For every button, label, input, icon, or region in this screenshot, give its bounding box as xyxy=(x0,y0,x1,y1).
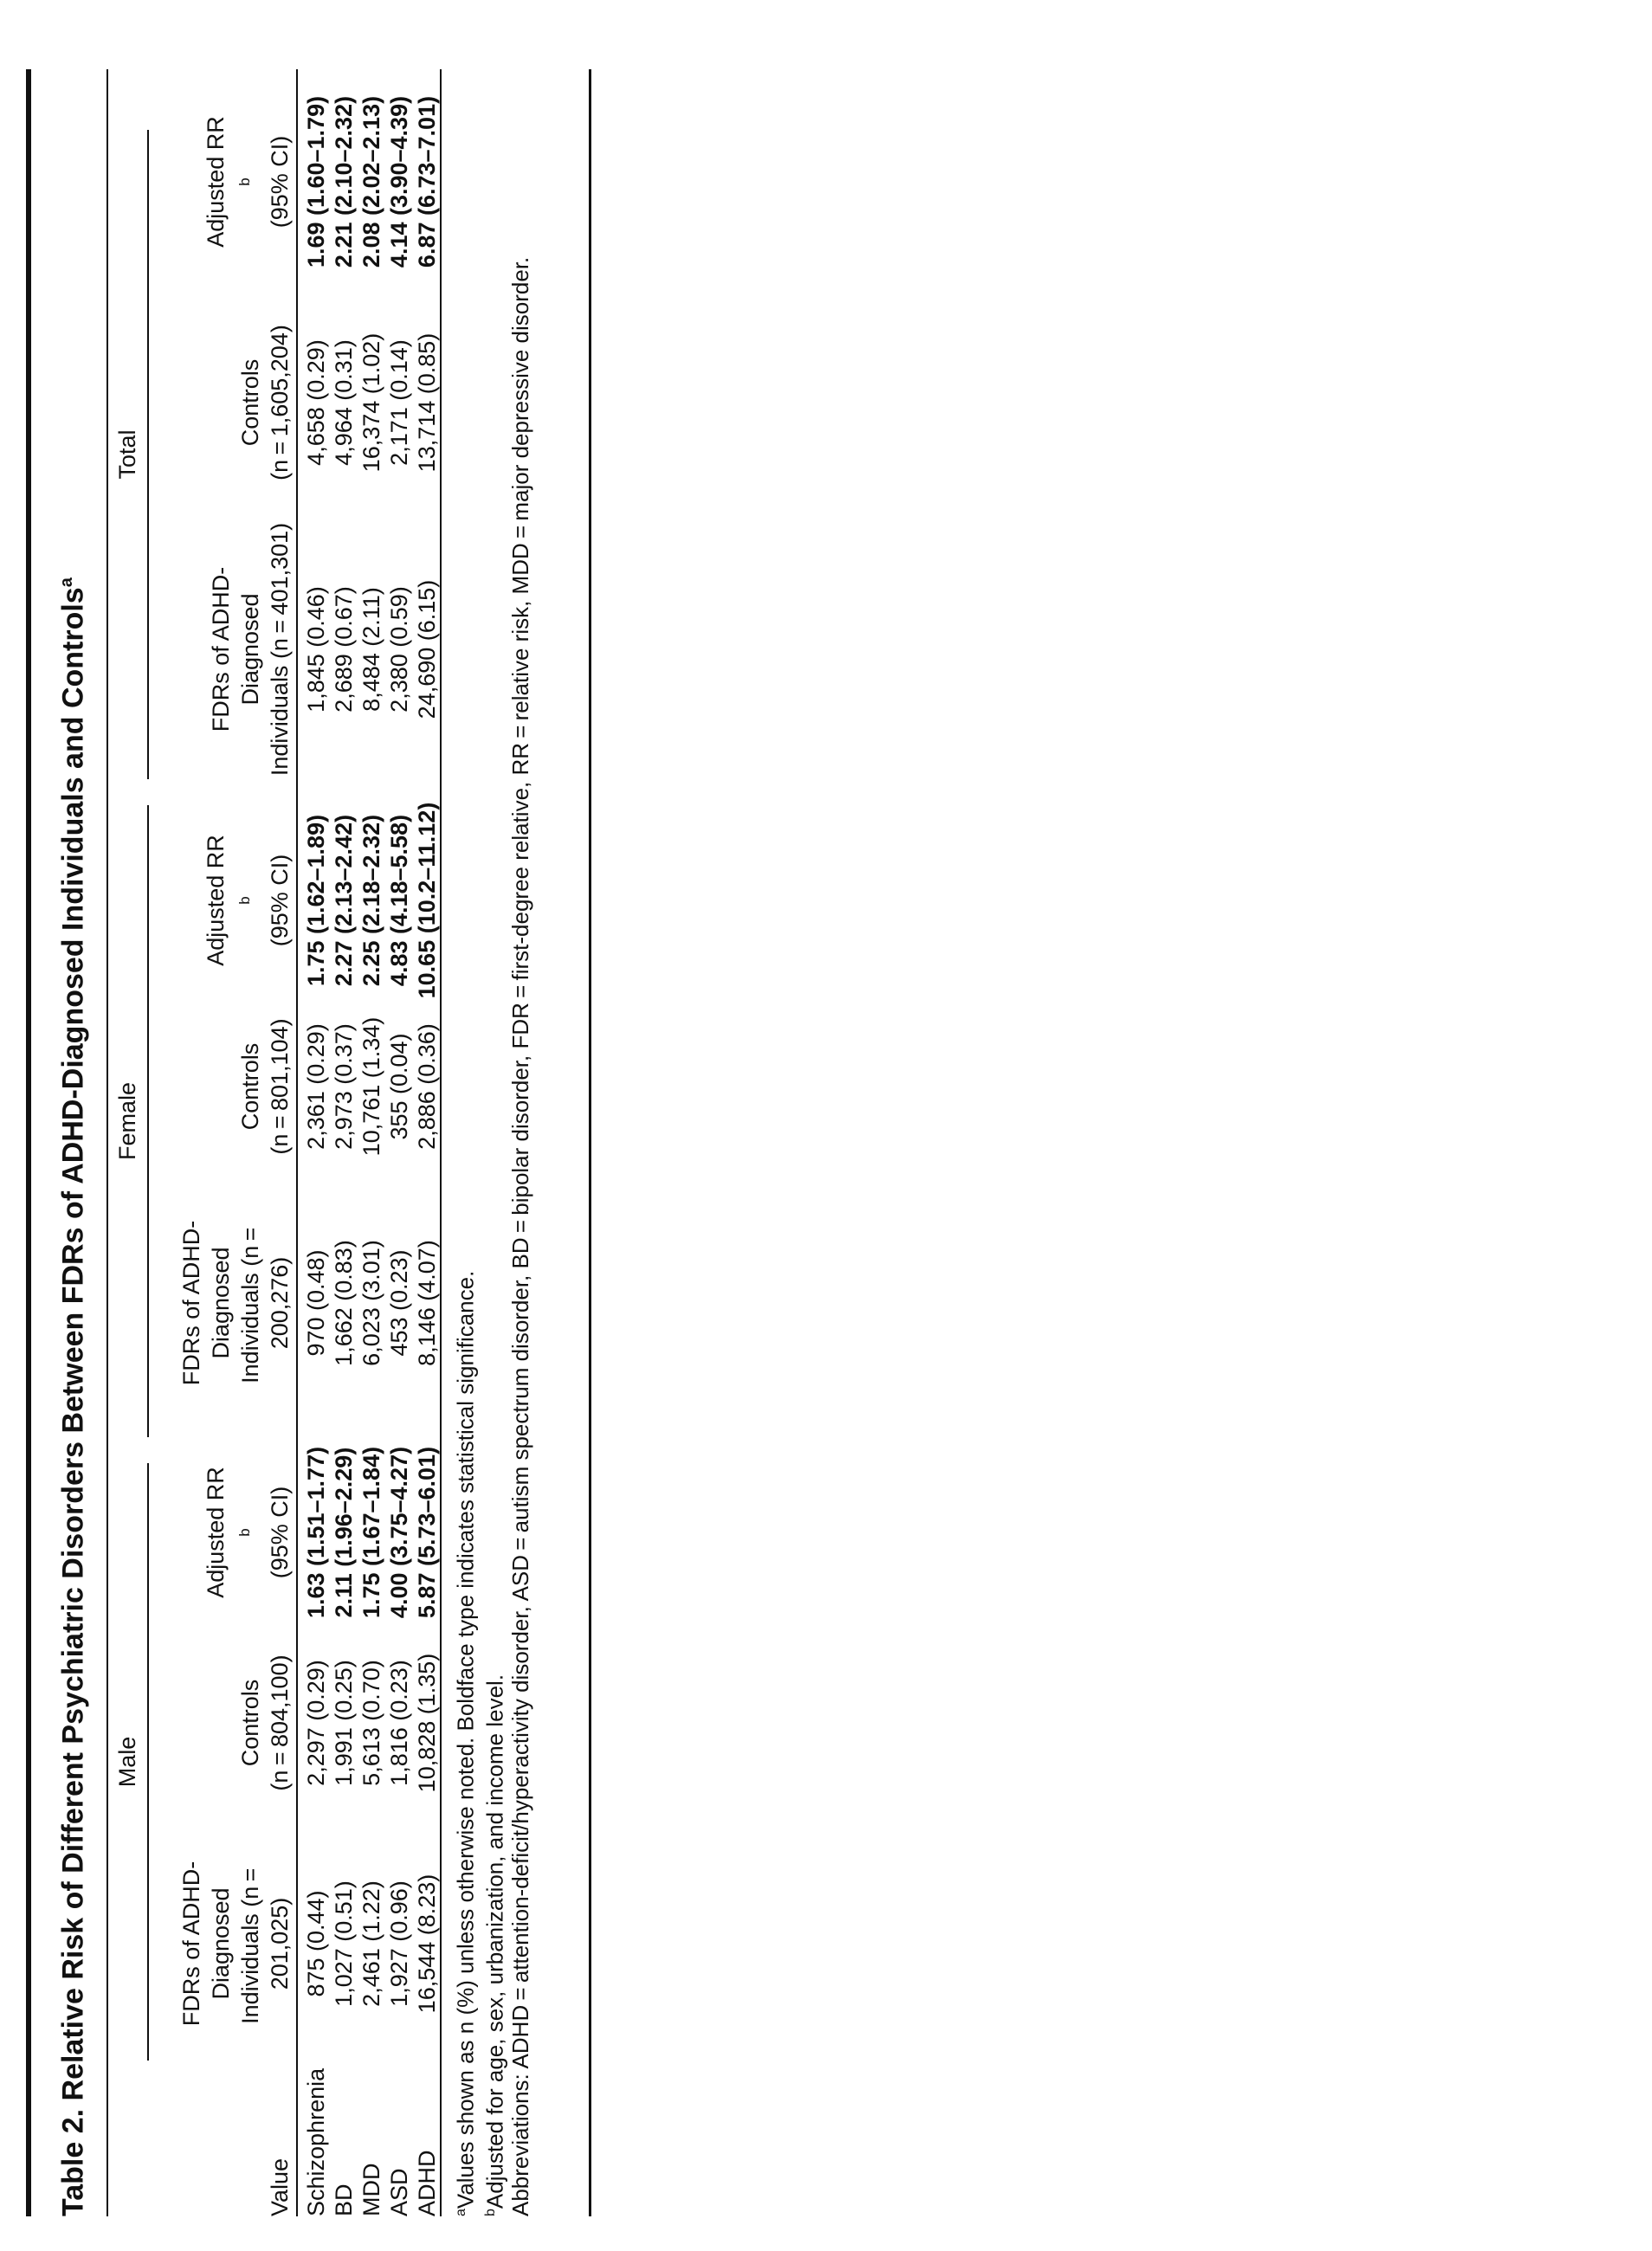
header-female-fdr: FDRs of ADHD-Diagnosed Individuals (n = 200,276) xyxy=(178,1220,293,1386)
female-controls-cell: 2,973 (0.37) xyxy=(331,1023,357,1150)
female-rr-cell: 10.65 (10.2–11.12) xyxy=(414,802,440,999)
female-fdr-cell: 8,146 (4.07) xyxy=(414,1240,440,1366)
top-rule xyxy=(26,69,31,2216)
header-rule xyxy=(106,69,108,2216)
male-controls-cell: 1,816 (0.23) xyxy=(386,1660,412,1786)
male-controls-cell: 2,297 (0.29) xyxy=(303,1660,329,1786)
female-fdr-cell: 453 (0.23) xyxy=(386,1249,412,1357)
body-rule xyxy=(296,69,298,2216)
female-rr-cell: 2.27 (2.13–2.42) xyxy=(331,814,357,987)
row-label: MDD xyxy=(358,2163,384,2216)
table-title: Table 2. Relative Risk of Different Psychiatric Disorders Between FDRs of ADHD-Diagnosed Individuals and Controls$^a$ xyxy=(56,577,90,2216)
total-rr-cell: 4.14 (3.90–4.39) xyxy=(386,95,412,268)
table-row xyxy=(384,69,412,2216)
row-label: ADHD xyxy=(414,2150,440,2216)
group-male-line xyxy=(147,1463,149,2061)
female-controls-cell: 10,761 (1.34) xyxy=(358,1016,384,1157)
male-controls-cell: 1,991 (0.25) xyxy=(331,1660,357,1786)
female-fdr-cell: 6,023 (3.01) xyxy=(358,1240,384,1366)
table-row xyxy=(329,69,357,2216)
male-controls-cell: 10,828 (1.35) xyxy=(414,1653,440,1793)
total-controls-cell: 4,658 (0.29) xyxy=(303,339,329,466)
female-fdr-cell: 970 (0.48) xyxy=(303,1249,329,1357)
header-total-rr: Adjusted RR $^b$ (95% CI) xyxy=(203,116,293,248)
header-total-fdr: FDRs of ADHD-Diagnosed Individuals (n = 401,301) xyxy=(208,522,293,777)
female-rr-cell: 4.83 (4.18–5.58) xyxy=(386,814,412,987)
footnote-a: $^a$Values shown as n (%) unless otherwise noted. Boldface type indicates statistical significance. xyxy=(452,1270,479,2216)
header-female-rr: Adjusted RR $^b$ (95% CI) xyxy=(203,835,293,966)
header-value: Value xyxy=(267,2157,293,2216)
header-total-controls: Controls (n = 1,605,204) xyxy=(237,325,293,481)
female-controls-cell: 2,361 (0.29) xyxy=(303,1023,329,1150)
total-fdr-cell: 8,484 (2.11) xyxy=(358,587,384,712)
female-rr-cell: 2.25 (2.18–2.32) xyxy=(358,814,384,987)
male-fdr-cell: 875 (0.44) xyxy=(303,1890,329,1997)
group-male: Male xyxy=(114,1736,140,1788)
row-label: Schizophrenia xyxy=(303,2067,329,2216)
row-label: ASD xyxy=(386,2168,412,2216)
total-fdr-cell: 24,690 (6.15) xyxy=(414,579,440,719)
header-female-controls: Controls (n = 801,104) xyxy=(237,1018,293,1155)
female-controls-cell: 355 (0.04) xyxy=(386,1033,412,1140)
row-label: BD xyxy=(331,2183,357,2216)
total-rr-cell: 2.08 (2.02–2.13) xyxy=(358,95,384,268)
male-rr-cell: 4.00 (3.75–4.27) xyxy=(386,1446,412,1619)
male-fdr-cell: 2,461 (1.22) xyxy=(358,1880,384,2007)
total-controls-cell: 16,374 (1.02) xyxy=(358,332,384,473)
male-rr-cell: 1.75 (1.67–1.84) xyxy=(358,1446,384,1619)
total-rr-cell: 2.21 (2.10–2.32) xyxy=(331,95,357,268)
male-rr-cell: 1.63 (1.51–1.77) xyxy=(303,1446,329,1619)
group-female: Female xyxy=(114,1081,140,1161)
footnote-abbreviations: Abbreviations: ADHD = attention-deficit/hyperactivity disorder, ASD = autism spectrum disorder, BD = bipolar disorder, FDR = first-degree relative, RR = relative risk, MDD = major depressive disorder. xyxy=(507,256,533,2216)
total-fdr-cell: 2,689 (0.67) xyxy=(331,586,357,713)
male-fdr-cell: 16,544 (8.23) xyxy=(414,1874,440,2014)
table-row xyxy=(357,69,384,2216)
group-total: Total xyxy=(114,429,140,480)
header-male-controls: Controls (n = 804,100) xyxy=(237,1654,293,1791)
male-fdr-cell: 1,927 (0.96) xyxy=(386,1880,412,2007)
total-rr-cell: 1.69 (1.60–1.79) xyxy=(303,95,329,268)
footnote-b: $^b$Adjusted for age, sex, urbanization, and income level. xyxy=(481,1674,508,2216)
header-male-fdr: FDRs of ADHD-Diagnosed Individuals (n = 201,025) xyxy=(178,1861,293,2027)
total-fdr-cell: 1,845 (0.46) xyxy=(303,586,329,713)
footer-rule xyxy=(440,69,442,2216)
total-controls-cell: 4,964 (0.31) xyxy=(331,339,357,466)
male-rr-cell: 5.87 (5.73–6.01) xyxy=(414,1446,440,1619)
female-fdr-cell: 1,662 (0.83) xyxy=(331,1240,357,1366)
table-row xyxy=(301,69,329,2216)
rotated-table-page xyxy=(26,69,1022,2216)
total-controls-cell: 2,171 (0.14) xyxy=(386,339,412,466)
male-fdr-cell: 1,027 (0.51) xyxy=(331,1880,357,2007)
total-fdr-cell: 2,380 (0.59) xyxy=(386,586,412,713)
header-male-rr: Adjusted RR $^b$ (95% CI) xyxy=(203,1467,293,1598)
total-rr-cell: 6.87 (6.73–7.01) xyxy=(414,95,440,268)
male-controls-cell: 5,613 (0.70) xyxy=(358,1660,384,1786)
female-rr-cell: 1.75 (1.62–1.89) xyxy=(303,814,329,987)
total-controls-cell: 13,714 (0.85) xyxy=(414,332,440,473)
bottom-rule xyxy=(589,69,591,2216)
female-controls-cell: 2,886 (0.36) xyxy=(414,1023,440,1150)
male-rr-cell: 2.11 (1.96–2.29) xyxy=(331,1447,357,1618)
table-row xyxy=(412,69,440,2216)
group-total-line xyxy=(147,130,149,779)
group-female-line xyxy=(147,805,149,1437)
